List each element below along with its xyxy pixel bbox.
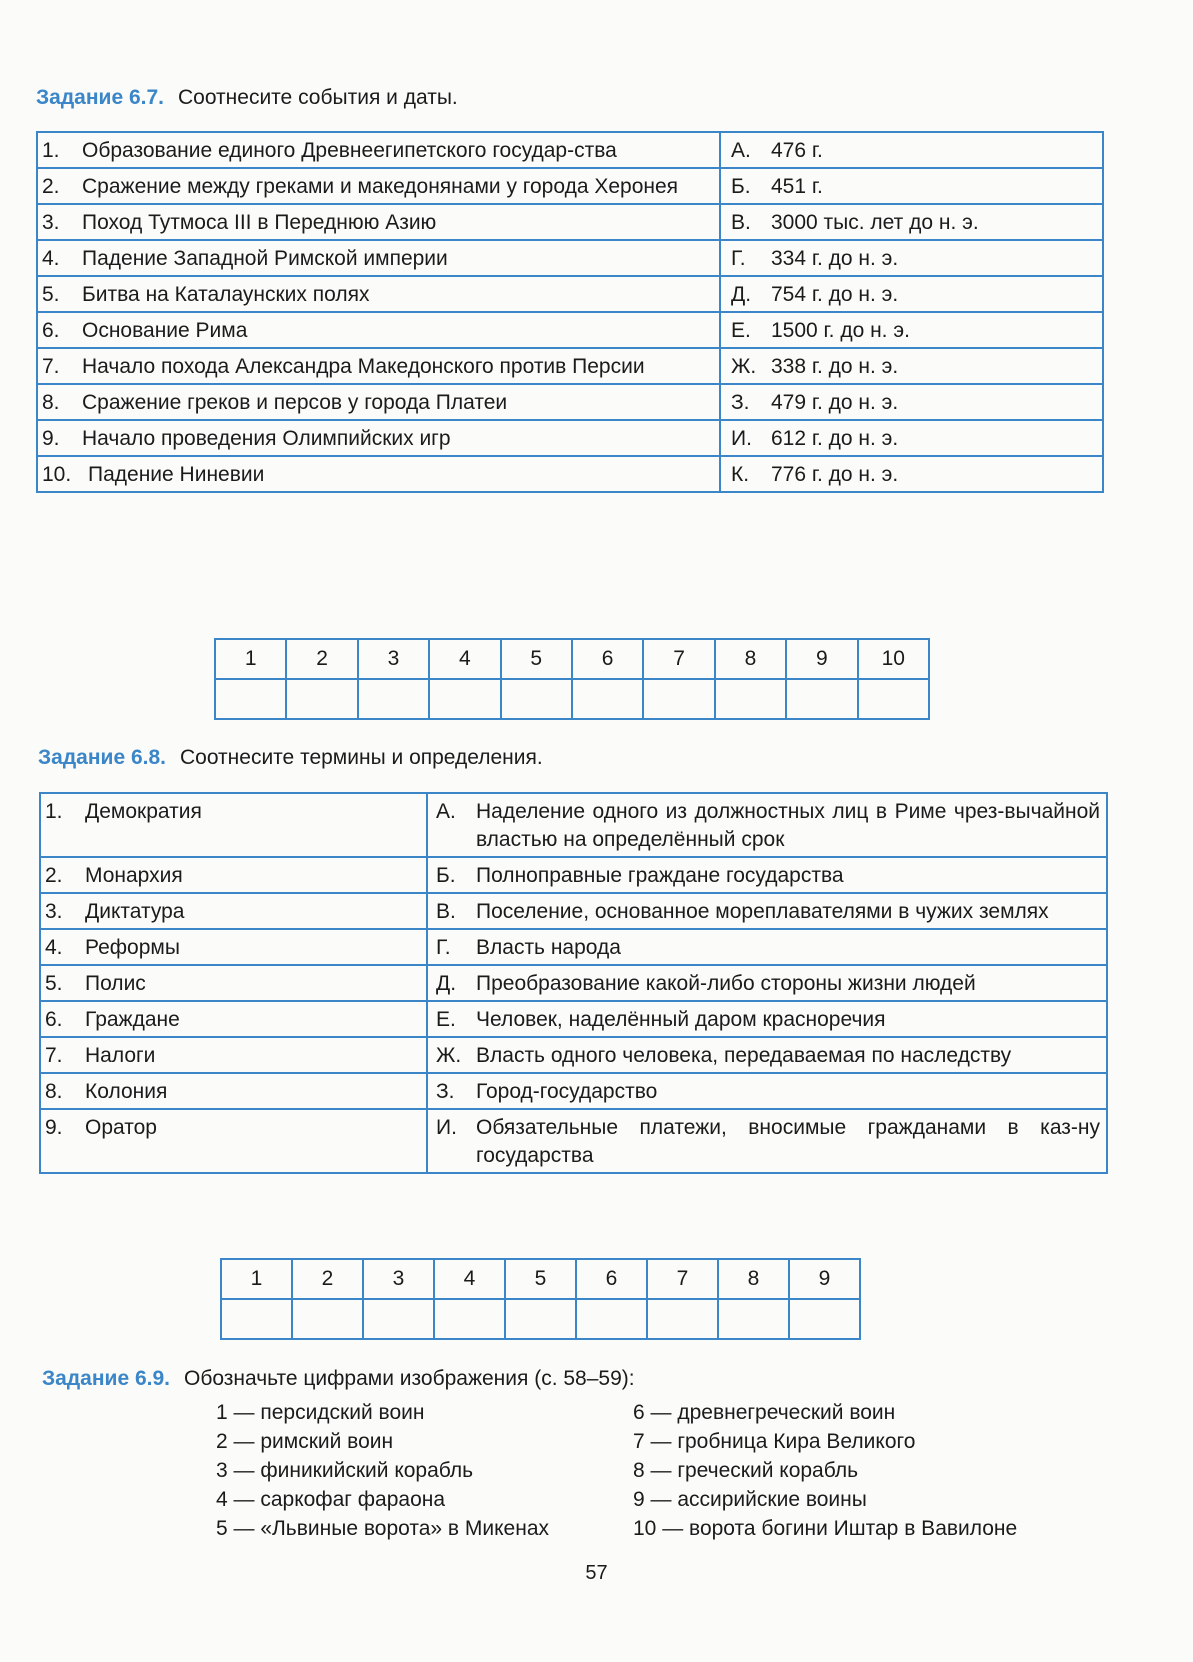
table-row	[40, 929, 1107, 965]
row-letter: Е.	[436, 1008, 456, 1031]
event-cell	[37, 240, 720, 276]
definition-text: Обязательные платежи, вносимые гражданами в каз-ну государства	[476, 1116, 1100, 1167]
date-text: 334 г. до н. э.	[771, 247, 899, 270]
task-6-7-heading	[36, 86, 458, 110]
row-number: 9.	[45, 1116, 63, 1139]
date-text: 754 г. до н. э.	[771, 283, 899, 306]
definition-text: Преобразование какой-либо стороны жизни людей	[476, 972, 976, 995]
term-text: Колония	[85, 1080, 168, 1103]
row-number: 5.	[45, 972, 63, 995]
answer-header-cell: 2	[292, 1259, 363, 1299]
answer-header-cell: 6	[576, 1259, 647, 1299]
task-label: Задание 6.7.	[36, 86, 164, 109]
definition-cell	[427, 1073, 1107, 1109]
event-text: Битва на Каталаунских полях	[82, 283, 370, 306]
term-cell	[40, 1037, 427, 1073]
answer-input-cell[interactable]	[789, 1299, 860, 1339]
term-cell	[40, 1073, 427, 1109]
task-title: Соотнесите термины и определения.	[179, 746, 543, 769]
event-text: Поход Тутмоса III в Переднюю Азию	[82, 211, 437, 234]
answer-input-cell[interactable]	[358, 679, 429, 719]
row-number: 4.	[45, 936, 63, 959]
date-cell	[720, 204, 1103, 240]
term-text: Налоги	[85, 1044, 156, 1067]
definition-cell	[427, 965, 1107, 1001]
date-cell	[720, 384, 1103, 420]
table-row	[37, 276, 1103, 312]
term-text: Полис	[85, 972, 146, 995]
answer-header-cell: 1	[221, 1259, 292, 1299]
table-row	[40, 793, 1107, 857]
definition-text: Наделение одного из должностных лиц в Риме чрез-вычайной властью на определённый срок	[476, 800, 1100, 851]
list-item: 6 — древнегреческий воин	[633, 1401, 896, 1424]
table-row	[37, 204, 1103, 240]
list-item: 2 — римский воин	[216, 1430, 394, 1453]
event-cell	[37, 312, 720, 348]
table-row	[37, 348, 1103, 384]
answer-input-cell[interactable]	[434, 1299, 505, 1339]
date-cell	[720, 132, 1103, 168]
row-number: 5.	[42, 283, 60, 306]
term-text: Реформы	[85, 936, 180, 959]
list-item: 4 — саркофаг фараона	[216, 1488, 446, 1511]
event-text: Сражение греков и персов у города Платеи	[82, 391, 508, 414]
row-letter: А.	[731, 139, 751, 162]
table-row	[37, 456, 1103, 492]
answer-input-cell[interactable]	[501, 679, 572, 719]
term-text: Граждане	[85, 1008, 180, 1031]
date-cell	[720, 276, 1103, 312]
definition-text: Человек, наделённый даром красноречия	[476, 1008, 886, 1031]
date-text: 1500 г. до н. э.	[771, 319, 910, 342]
table-row	[37, 384, 1103, 420]
event-cell	[37, 168, 720, 204]
definition-text: Поселение, основанное мореплавателями в чужих землях	[476, 900, 1049, 923]
event-text: Падение Ниневии	[88, 463, 265, 486]
answer-header-cell: 1	[215, 639, 286, 679]
row-number: 2.	[42, 175, 60, 198]
term-cell	[40, 1109, 427, 1173]
row-letter: З.	[436, 1080, 455, 1103]
definition-cell	[427, 857, 1107, 893]
row-number: 6.	[45, 1008, 63, 1031]
task-label: Задание 6.8.	[38, 746, 166, 769]
table-row	[40, 1037, 1107, 1073]
row-letter: Б.	[731, 175, 751, 198]
row-letter: И.	[731, 427, 752, 450]
answer-header-cell: 4	[429, 639, 500, 679]
term-cell	[40, 793, 427, 857]
answer-input-cell[interactable]	[215, 679, 286, 719]
date-cell	[720, 312, 1103, 348]
row-letter: Е.	[731, 319, 751, 342]
task-6-9-heading	[42, 1367, 635, 1391]
answer-input-cell[interactable]	[292, 1299, 363, 1339]
definition-cell	[427, 1001, 1107, 1037]
term-text: Диктатура	[85, 900, 185, 923]
answer-header-cell: 3	[358, 639, 429, 679]
answer-input-cell[interactable]	[576, 1299, 647, 1339]
row-number: 3.	[45, 900, 63, 923]
row-number: 6.	[42, 319, 60, 342]
event-cell	[37, 276, 720, 312]
answer-header-cell: 10	[858, 639, 929, 679]
answer-input-cell[interactable]	[858, 679, 929, 719]
event-cell	[37, 456, 720, 492]
date-text: 479 г. до н. э.	[771, 391, 899, 414]
answer-input-cell[interactable]	[786, 679, 857, 719]
event-text: Начало проведения Олимпийских игр	[82, 427, 451, 450]
event-text: Падение Западной Римской империи	[82, 247, 448, 270]
row-letter: К.	[731, 463, 750, 486]
list-item: 10 — ворота богини Иштар в Вавилоне	[633, 1517, 1018, 1540]
row-number: 8.	[45, 1080, 63, 1103]
events-dates-table	[36, 131, 1104, 493]
table-row	[37, 420, 1103, 456]
row-number: 1.	[42, 139, 60, 162]
row-letter: З.	[731, 391, 750, 414]
definition-text: Власть народа	[476, 936, 621, 959]
row-number: 10.	[42, 463, 72, 486]
event-cell	[37, 348, 720, 384]
list-item: 8 — греческий корабль	[633, 1459, 859, 1482]
task-label: Задание 6.9.	[42, 1367, 170, 1390]
row-letter: В.	[731, 211, 751, 234]
term-cell	[40, 965, 427, 1001]
date-text: 3000 тыс. лет до н. э.	[771, 211, 979, 234]
definition-cell	[427, 1037, 1107, 1073]
row-number: 4.	[42, 247, 60, 270]
answer-header-cell: 8	[715, 639, 786, 679]
answer-input-cell[interactable]	[505, 1299, 576, 1339]
definition-text: Полноправные граждане государства	[476, 864, 844, 887]
term-cell	[40, 929, 427, 965]
terms-definitions-table	[39, 792, 1108, 1174]
date-text: 612 г. до н. э.	[771, 427, 899, 450]
answer-header-cell: 7	[647, 1259, 718, 1299]
event-text: Сражение между греками и македонянами у города Херонея	[82, 175, 679, 198]
answer-input-cell[interactable]	[572, 679, 643, 719]
row-number: 7.	[45, 1044, 63, 1067]
term-text: Монархия	[85, 864, 183, 887]
table-row	[37, 168, 1103, 204]
image-labels-right	[633, 1398, 1017, 1543]
answer-grid-6-8	[220, 1258, 861, 1340]
answer-header-cell: 7	[643, 639, 714, 679]
row-number: 1.	[45, 800, 63, 823]
answer-input-cell[interactable]	[429, 679, 500, 719]
task-title: Обозначьте цифрами изображения (с. 58–59):	[183, 1367, 635, 1390]
task-6-8-heading	[38, 746, 543, 770]
answer-header-cell: 9	[786, 639, 857, 679]
definition-cell	[427, 1109, 1107, 1173]
definition-cell	[427, 793, 1107, 857]
definition-text: Власть одного человека, передаваемая по наследству	[476, 1044, 1012, 1067]
row-letter: Г.	[731, 247, 746, 270]
definition-cell	[427, 929, 1107, 965]
answer-header-cell: 9	[789, 1259, 860, 1299]
image-labels-left	[216, 1398, 549, 1543]
row-letter: Ж.	[731, 355, 757, 378]
date-cell	[720, 420, 1103, 456]
event-cell	[37, 420, 720, 456]
term-cell	[40, 893, 427, 929]
answer-header-cell: 5	[501, 639, 572, 679]
table-row	[40, 857, 1107, 893]
list-item: 1 — персидский воин	[216, 1401, 425, 1424]
answer-input-cell[interactable]	[718, 1299, 789, 1339]
table-row	[40, 1001, 1107, 1037]
date-text: 776 г. до н. э.	[771, 463, 899, 486]
answer-header-cell: 2	[286, 639, 357, 679]
answer-header-cell: 4	[434, 1259, 505, 1299]
answer-input-cell[interactable]	[286, 679, 357, 719]
answer-header-cell: 8	[718, 1259, 789, 1299]
answer-header-cell: 5	[505, 1259, 576, 1299]
list-item: 5 — «Львиные ворота» в Микенах	[216, 1517, 550, 1540]
row-letter: Ж.	[436, 1044, 462, 1067]
list-item: 9 — ассирийские воины	[633, 1488, 867, 1511]
row-letter: Д.	[436, 972, 457, 995]
answer-header-cell: 3	[363, 1259, 434, 1299]
term-cell	[40, 1001, 427, 1037]
date-cell	[720, 240, 1103, 276]
list-item: 7 — гробница Кира Великого	[633, 1430, 916, 1453]
answer-input-cell[interactable]	[647, 1299, 718, 1339]
answer-input-cell[interactable]	[363, 1299, 434, 1339]
row-number: 9.	[42, 427, 60, 450]
event-text: Образование единого Древнеегипетского государ-ства	[82, 139, 617, 162]
table-row	[37, 132, 1103, 168]
list-item: 3 — финикийский корабль	[216, 1459, 474, 1482]
table-row	[40, 1073, 1107, 1109]
date-text: 451 г.	[771, 175, 823, 198]
row-letter: А.	[436, 800, 456, 823]
row-number: 8.	[42, 391, 60, 414]
table-row	[40, 893, 1107, 929]
table-row	[37, 312, 1103, 348]
row-number: 2.	[45, 864, 63, 887]
answer-input-cell[interactable]	[715, 679, 786, 719]
date-cell	[720, 348, 1103, 384]
table-row	[37, 240, 1103, 276]
event-text: Начало похода Александра Македонского против Персии	[82, 355, 645, 378]
row-letter: Б.	[436, 864, 456, 887]
row-letter: В.	[436, 900, 456, 923]
page-number: 57	[585, 1562, 608, 1584]
answer-input-cell[interactable]	[643, 679, 714, 719]
row-number: 3.	[42, 211, 60, 234]
answer-header-cell: 6	[572, 639, 643, 679]
date-cell	[720, 456, 1103, 492]
event-text: Основание Рима	[82, 319, 248, 342]
event-cell	[37, 384, 720, 420]
table-row	[40, 965, 1107, 1001]
term-text: Оратор	[85, 1116, 157, 1139]
row-number: 7.	[42, 355, 60, 378]
row-letter: И.	[436, 1116, 457, 1139]
answer-grid-6-7	[214, 638, 930, 720]
date-cell	[720, 168, 1103, 204]
date-text: 338 г. до н. э.	[771, 355, 899, 378]
event-cell	[37, 204, 720, 240]
event-cell	[37, 132, 720, 168]
date-text: 476 г.	[771, 139, 823, 162]
definition-cell	[427, 893, 1107, 929]
task-title: Соотнесите события и даты.	[177, 86, 458, 109]
row-letter: Г.	[436, 936, 451, 959]
term-text: Демократия	[85, 800, 202, 823]
answer-input-cell[interactable]	[221, 1299, 292, 1339]
table-row	[40, 1109, 1107, 1173]
row-letter: Д.	[731, 283, 752, 306]
definition-text: Город-государство	[476, 1080, 658, 1103]
term-cell	[40, 857, 427, 893]
